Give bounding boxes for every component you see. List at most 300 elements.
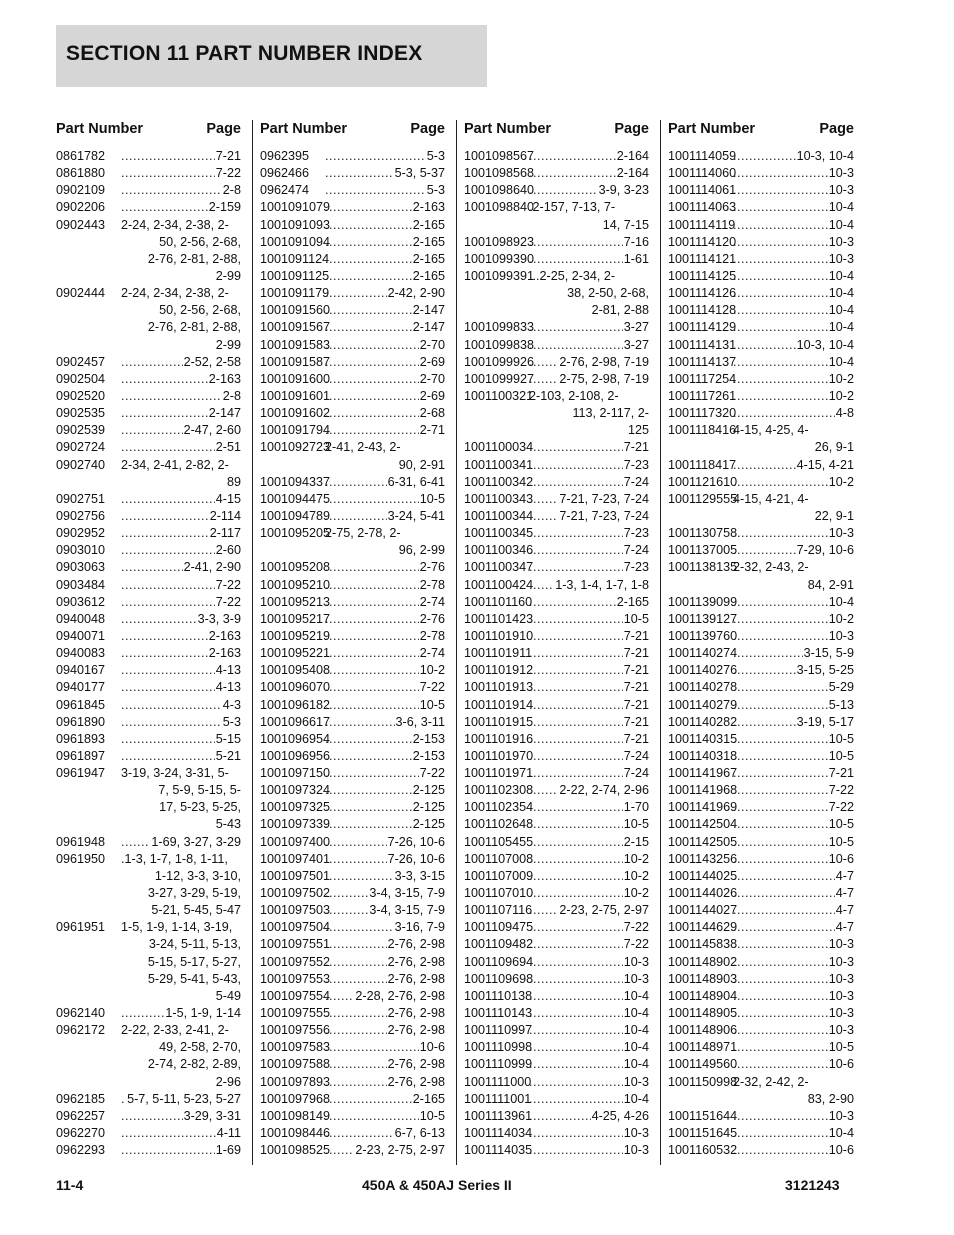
index-entry [464, 714, 649, 731]
index-entry [668, 594, 854, 611]
page-reference [325, 474, 445, 491]
page-value: 10-2 [623, 868, 649, 883]
part-number: 1001118416 [668, 423, 737, 438]
part-number: 0961893 [56, 731, 106, 746]
page-value-line: 5-15, 5-17, 5-27, [147, 954, 241, 969]
page-reference [733, 782, 854, 799]
dot-leader [529, 542, 623, 559]
page-reference [733, 902, 854, 919]
page-value-line: 4-15, 4-25, 4- [733, 423, 809, 438]
page-value: 10-5 [828, 731, 854, 746]
page-reference [325, 217, 445, 234]
part-number: 0962257 [56, 1108, 106, 1123]
index-entry [260, 525, 445, 559]
dot-leader [121, 731, 215, 748]
page-value: 4-3 [222, 697, 241, 712]
page-reference [733, 936, 854, 953]
dot-leader [733, 1142, 828, 1159]
part-number: 1001100341 [464, 457, 534, 472]
dot-leader [733, 714, 796, 731]
dot-leader [733, 954, 828, 971]
part-number: 1001102308 [464, 783, 534, 798]
page-reference [733, 885, 854, 902]
page-value: 10-2 [623, 851, 649, 866]
page-value: 2-76, 2-98, 7-19 [559, 354, 649, 369]
part-number: 1001096954 [260, 731, 331, 746]
index-entry [668, 217, 854, 234]
index-entry [668, 799, 854, 816]
page-reference [733, 217, 854, 234]
dot-leader [325, 1074, 387, 1091]
page-reference [121, 165, 241, 182]
part-number: 1001114061 [668, 183, 737, 198]
page-value: 7-16 [623, 234, 649, 249]
page-value: 2-15 [623, 834, 649, 849]
index-entry [668, 628, 854, 645]
dot-leader [325, 1056, 387, 1073]
page-value: 7-23 [623, 457, 649, 472]
part-number: 1001114119 [668, 217, 736, 232]
part-number: 1001094337 [260, 474, 331, 489]
part-number: 0962293 [56, 1143, 106, 1158]
page-value: 5-29 [828, 680, 854, 695]
page-reference [733, 1125, 854, 1142]
dot-leader [121, 577, 215, 594]
index-entry [260, 1091, 445, 1108]
page-value: 4-11 [216, 1126, 241, 1141]
page-value: 10-3 [828, 166, 854, 181]
part-number: 1001091587 [260, 354, 331, 369]
page-value: 2-8 [222, 388, 241, 403]
index-entry [668, 765, 854, 782]
part-number: 1001149560 [668, 1057, 738, 1072]
index-entry [464, 439, 649, 456]
index-entry [668, 919, 854, 936]
index-entry [56, 491, 241, 508]
page-value: 10-6 [828, 1143, 854, 1158]
page-value: 4-15, 4-21 [796, 457, 854, 472]
index-entry [260, 748, 445, 765]
page-value: 10-5 [828, 1040, 854, 1055]
page-reference [121, 765, 241, 834]
part-number: 1001099833 [464, 320, 535, 335]
page-value: 5-3 [426, 183, 445, 198]
index-entry [668, 971, 854, 988]
index-entry [464, 268, 649, 319]
index-entry [260, 594, 445, 611]
index-entry [668, 1005, 854, 1022]
page-value: 10-3 [828, 183, 854, 198]
page-reference [325, 885, 445, 902]
dot-leader [529, 714, 623, 731]
index-entry [56, 1108, 241, 1125]
page-reference [529, 971, 649, 988]
page-reference [529, 697, 649, 714]
page-reference [325, 816, 445, 833]
part-number: 1001107116 [464, 903, 533, 918]
page-value: 10-6 [828, 851, 854, 866]
page-value: 6-31, 6-41 [387, 474, 445, 489]
index-entry [464, 165, 649, 182]
page-reference [529, 1074, 649, 1091]
part-number: 1001098840 [464, 200, 535, 215]
index-entry [56, 834, 241, 851]
part-number: 1001098567 [464, 149, 535, 163]
part-number: 1001114128 [668, 303, 737, 318]
page-reference [529, 1091, 649, 1108]
index-entry [260, 354, 445, 371]
page-reference [733, 388, 854, 405]
part-number: 1001114059 [668, 149, 737, 163]
part-number: 1001129555 [668, 491, 738, 506]
index-entry [668, 302, 854, 319]
page-value: 10-3 [828, 1006, 854, 1021]
page-reference [733, 594, 854, 611]
part-number: 1001141968 [668, 783, 738, 798]
page-value: 10-4 [623, 1023, 649, 1038]
part-number: 1001097554 [260, 988, 331, 1003]
index-entry [668, 1039, 854, 1056]
page-value: 3-15, 5-25 [796, 663, 854, 678]
part-number: 1001091602 [260, 406, 331, 421]
page-value: 2-70 [419, 371, 445, 386]
page-value-line: 1-5, 1-9, 1-14, 3-19, [121, 920, 233, 935]
page-value: 4-15 [215, 491, 241, 506]
part-number: 0902751 [56, 491, 106, 506]
page-reference [733, 765, 854, 782]
index-entry [260, 508, 445, 525]
page-value: 2-22, 2-74, 2-96 [559, 783, 649, 798]
part-number: 1001100343 [464, 491, 534, 506]
index-entry [260, 1056, 445, 1073]
dot-leader [529, 731, 623, 748]
index-entry [56, 1091, 241, 1108]
dot-leader [529, 234, 623, 251]
dot-leader [733, 645, 803, 662]
dot-leader [733, 268, 828, 285]
dot-leader [529, 594, 616, 611]
page-value: 10-2 [828, 611, 854, 626]
page-value: 7-29, 10-6 [796, 543, 854, 558]
part-number: 1001110999 [464, 1057, 533, 1072]
index-entry [668, 405, 854, 422]
dot-leader [529, 748, 623, 765]
part-number: 1001141967 [668, 766, 738, 781]
dot-leader [529, 799, 623, 816]
page-value: 10-3 [623, 1126, 649, 1141]
dot-leader [529, 457, 623, 474]
part-number: 0961890 [56, 714, 106, 729]
page-value: 7-21 [623, 663, 649, 678]
dot-leader [325, 234, 412, 251]
page-value: 10-4 [828, 286, 854, 301]
index-entry [56, 919, 241, 1005]
page-reference [529, 611, 649, 628]
page-reference [325, 799, 445, 816]
page-header: Page [410, 121, 445, 137]
page-reference [733, 645, 854, 662]
index-entry [464, 799, 649, 816]
index-entry [260, 251, 445, 268]
part-number: 1001098640 [464, 183, 535, 198]
index-entry [56, 611, 241, 628]
index-entry [56, 628, 241, 645]
column-header [56, 118, 241, 148]
part-number: 1001095208 [260, 560, 331, 575]
part-number: 1001097968 [260, 1091, 331, 1106]
page-reference [325, 954, 445, 971]
part-number: 1001100345 [464, 526, 534, 541]
dot-leader [325, 936, 387, 953]
part-number: 1001098446 [260, 1126, 331, 1141]
page-value: 3-6, 3-11 [395, 714, 445, 729]
part-number: 1001114060 [668, 166, 737, 181]
page-value: 10-3 [828, 937, 854, 952]
index-entry [260, 1125, 445, 1142]
part-number: 0861782 [56, 149, 106, 163]
dot-leader [733, 234, 828, 251]
page-reference [121, 388, 241, 405]
page-value: 5-21 [215, 748, 241, 763]
index-entry [464, 662, 649, 679]
page-value: 5-3 [222, 714, 241, 729]
dot-leader [529, 439, 623, 456]
page-value: 10-3, 10-4 [796, 149, 854, 163]
dot-leader [529, 577, 554, 594]
page-reference [529, 799, 649, 816]
page-reference [121, 645, 241, 662]
page-reference [529, 474, 649, 491]
page-reference [325, 268, 445, 285]
part-number: 1001139760 [668, 628, 738, 643]
index-entry [668, 525, 854, 542]
page-value: 2-163 [412, 200, 445, 215]
part-number: 1001097339 [260, 817, 331, 832]
part-number: 0962466 [260, 166, 310, 181]
index-entry [668, 388, 854, 405]
page-reference [529, 748, 649, 765]
part-number: 1001114126 [668, 286, 737, 301]
index-entry [668, 542, 854, 559]
dot-leader [733, 525, 828, 542]
index-entry [668, 988, 854, 1005]
page-reference [121, 1108, 241, 1125]
page-reference [529, 868, 649, 885]
part-number: 1001107009 [464, 868, 534, 883]
dot-leader [733, 1056, 828, 1073]
part-number: 1001107008 [464, 851, 534, 866]
dot-leader [529, 885, 623, 902]
dot-leader [733, 302, 828, 319]
page-value: 2-76, 2-98 [387, 971, 445, 986]
part-number: 1001111001 [464, 1091, 532, 1106]
page-value-line: 22, 9-1 [814, 508, 854, 523]
index-entry [668, 936, 854, 953]
page-value-line: 90, 2-91 [398, 457, 445, 472]
index-entry [464, 971, 649, 988]
page-value: 6-7, 6-13 [394, 1126, 445, 1141]
page-value: 2-153 [412, 731, 445, 746]
index-entry [464, 697, 649, 714]
page-reference [325, 936, 445, 953]
part-number: 1001097551 [260, 937, 331, 952]
page-reference [121, 1005, 241, 1022]
index-entry [260, 319, 445, 336]
part-number: 1001102354 [464, 800, 534, 815]
page-value-line: 49, 2-58, 2-70, [159, 1040, 241, 1055]
page-reference [121, 577, 241, 594]
page-value: 2-60 [215, 543, 241, 558]
dot-leader [733, 902, 835, 919]
part-number: 1001100034 [464, 440, 534, 455]
index-entry [56, 1005, 241, 1022]
index-entry [464, 868, 649, 885]
page-reference [529, 765, 649, 782]
dot-leader [529, 645, 623, 662]
part-number: 1001114120 [668, 234, 737, 249]
dot-leader [121, 405, 208, 422]
dot-leader [529, 1022, 623, 1039]
page-value: 10-5 [828, 748, 854, 763]
part-number: 1001099926 [464, 354, 535, 369]
footer-model: 450A & 450AJ Series II [362, 1177, 512, 1193]
page-reference [325, 491, 445, 508]
dot-leader [529, 182, 598, 199]
dot-leader [529, 354, 558, 371]
page-value: 7-21, 7-23, 7-24 [559, 508, 649, 523]
page-value: 2-69 [419, 388, 445, 403]
index-entry [260, 422, 445, 439]
page-value: 10-5 [623, 611, 649, 626]
page-value: 3-3, 3-9 [197, 611, 241, 626]
dot-leader [325, 919, 394, 936]
page-reference [733, 457, 854, 474]
index-entry [464, 1005, 649, 1022]
dot-leader [529, 148, 616, 165]
page-value: 2-163 [208, 646, 241, 661]
part-number: 1001095213 [260, 594, 331, 609]
part-number: 1001110997 [464, 1023, 533, 1038]
page-reference [325, 354, 445, 371]
page-reference [733, 971, 854, 988]
part-number: 1001140318 [668, 748, 738, 763]
part-number: 1001097583 [260, 1040, 331, 1055]
dot-leader [121, 645, 208, 662]
dot-leader [325, 148, 426, 165]
dot-leader [325, 765, 419, 782]
page-value-line: 2-76, 2-81, 2-88, [147, 320, 241, 335]
page-reference [325, 1125, 445, 1142]
part-number: 1001091093 [260, 217, 331, 232]
dot-leader [325, 371, 419, 388]
part-number: 0961947 [56, 766, 106, 781]
index-entry [668, 816, 854, 833]
page-value: 7-21 [623, 680, 649, 695]
index-entry [56, 748, 241, 765]
dot-leader [733, 799, 828, 816]
index-entry [464, 1142, 649, 1159]
index-entry [56, 1142, 241, 1159]
part-number: 0940048 [56, 611, 106, 626]
dot-leader [325, 1005, 387, 1022]
part-number: 1001110143 [464, 1006, 533, 1021]
index-column-3 [464, 118, 649, 1159]
page-value: 7-22 [419, 680, 445, 695]
page-reference [529, 782, 649, 799]
part-number: 1001099390 [464, 251, 535, 266]
page-reference [733, 148, 854, 165]
index-entry [668, 1142, 854, 1159]
page-value: 2-76 [419, 560, 445, 575]
page-reference [121, 1142, 241, 1159]
page-value: 10-3 [623, 971, 649, 986]
dot-leader [529, 1125, 623, 1142]
index-entry [260, 731, 445, 748]
page-reference [121, 439, 241, 456]
page-reference [325, 251, 445, 268]
part-number: 0902206 [56, 200, 106, 215]
page-value: 10-3 [828, 526, 854, 541]
index-entry [668, 148, 854, 165]
index-entry [668, 1022, 854, 1039]
index-entry [464, 491, 649, 508]
part-number: 1001150998 [668, 1074, 738, 1089]
part-number: 1001097503 [260, 903, 331, 918]
index-entry [464, 371, 649, 388]
index-entry [464, 542, 649, 559]
page-reference [325, 337, 445, 354]
dot-leader [121, 199, 208, 216]
part-number: 1001144027 [668, 903, 738, 918]
part-number: 1001091560 [260, 303, 331, 318]
page-value: 2-78 [419, 628, 445, 643]
index-entry [668, 1125, 854, 1142]
page-reference [733, 337, 854, 354]
dot-leader [529, 611, 623, 628]
page-reference [733, 371, 854, 388]
page-value: 2-114 [209, 508, 241, 523]
dot-leader [121, 439, 215, 456]
dot-leader [529, 1108, 591, 1125]
part-number: 0962474 [260, 183, 310, 198]
part-number: 1001097501 [260, 868, 331, 883]
index-entry [260, 799, 445, 816]
dot-leader [529, 816, 623, 833]
page-value-line: 89 [226, 474, 241, 489]
index-entry [56, 731, 241, 748]
part-number: 0902520 [56, 388, 106, 403]
page-reference [121, 371, 241, 388]
part-number: 1001098149 [260, 1108, 331, 1123]
page-reference [325, 199, 445, 216]
index-entry [260, 697, 445, 714]
page-reference [733, 679, 854, 696]
dot-leader [325, 679, 419, 696]
index-entry [464, 611, 649, 628]
page-value: 7-22 [623, 920, 649, 935]
dot-leader [325, 285, 387, 302]
page-value: 10-4 [623, 1040, 649, 1055]
dot-leader [325, 182, 426, 199]
index-entry [464, 199, 649, 233]
index-entry [56, 851, 241, 920]
page-value: 10-4 [828, 354, 854, 369]
dot-leader [325, 337, 419, 354]
dot-leader [121, 748, 215, 765]
page-value: 2-76, 2-98 [387, 1006, 445, 1021]
page-value-line: 50, 2-56, 2-68, [159, 234, 241, 249]
page-value-line: 5-21, 5-45, 5-47 [151, 903, 241, 918]
